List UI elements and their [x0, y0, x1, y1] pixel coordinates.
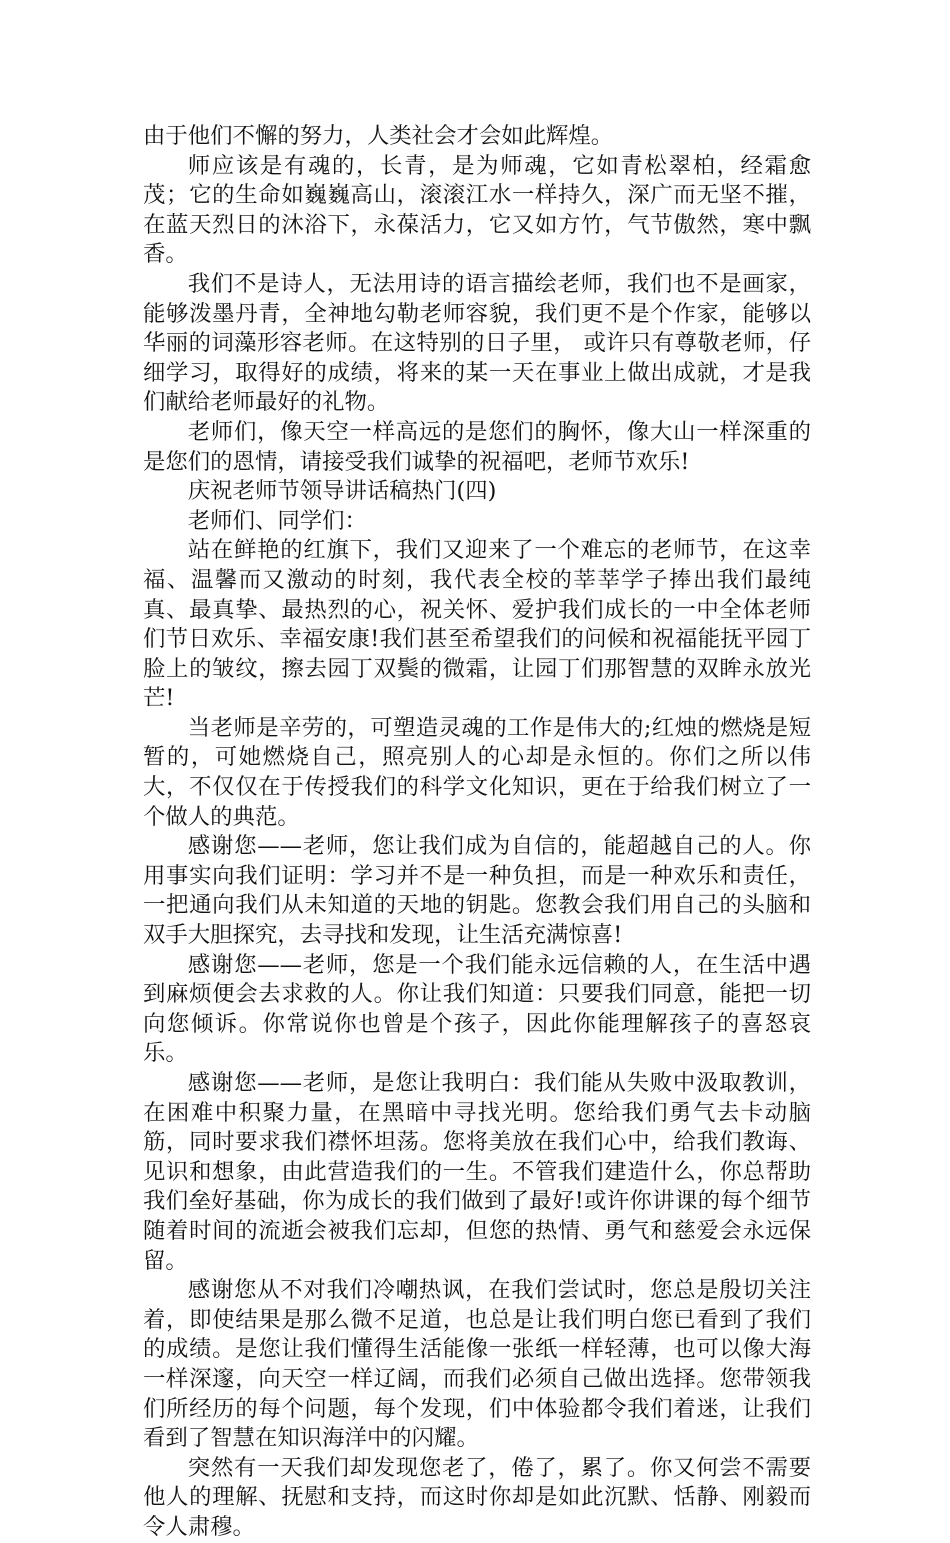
paragraph: 老师们，像天空一样高远的是您们的胸怀，像大山一样深重的是您们的恩情，请接受我们诚挚的祝福吧，老师节欢乐!	[143, 418, 811, 475]
paragraph: 当老师是辛劳的，可塑造灵魂的工作是伟大的;红烛的燃烧是短暂的，可她燃烧自己，照亮别人的心却是永恒的。你们之所以伟大，不仅仅在于传授我们的科学文化知识，更在于给我们树立了一个做人的典范。	[143, 714, 811, 830]
paragraph: 感谢您——老师，您让我们成为自信的，能超越自己的人。你用事实向我们证明：学习并不是一种负担，而是一种欢乐和责任，一把通向我们从未知道的天地的钥匙。您教会我们用自己的头脑和双手大胆探究，去寻找和发现，让生活充满惊喜!	[143, 833, 811, 949]
paragraph: 师应该是有魂的，长青，是为师魂，它如青松翠柏，经霜愈茂；它的生命如巍巍高山，滚滚江水一样持久，深广而无坚不摧，在蓝天烈日的沐浴下，永葆活力，它又如方竹，气节傲然，寒中飘香。	[143, 152, 811, 268]
paragraph: 我们不是诗人，无法用诗的语言描绘老师，我们也不是画家，能够泼墨丹青，全神地勾勒老师容貌，我们更不是个作家，能够以华丽的词藻形容老师。在这特别的日子里， 或许只有尊敬老师，仔细学习，取得好的成绩，将来的某一天在事业上做出成就，才是我们献给老师最好的礼物。	[143, 270, 811, 416]
paragraph: 感谢您——老师，是您让我明白：我们能从失败中汲取教训，在困难中积聚力量，在黑暗中寻找光明。您给我们勇气去卡动脑筋，同时要求我们襟怀坦荡。您将美放在我们心中，给我们教诲、见识和想象，由此营造我们的一生。不管我们建造什么，你总帮助我们垒好基础，你为成长的我们做到了最好!或许你讲课的每个细节随着时间的流逝会被我们忘却，但您的热情、勇气和慈爱会永远保留。	[143, 1070, 811, 1274]
salutation: 老师们、同学们：	[187, 507, 367, 534]
paragraph: 由于他们不懈的努力，人类社会才会如此辉煌。	[143, 123, 614, 149]
section-heading: 庆祝老师节领导讲话稿热门(四)	[187, 478, 497, 505]
paragraph: 站在鲜艳的红旗下，我们又迎来了一个难忘的老师节，在这幸福、温馨而又激动的时刻，我代表全校的莘莘学子捧出我们最纯真、最真挚、最热烈的心，祝关怀、爱护我们成长的一中全体老师们节日欢乐、幸福安康!我们甚至希望我们的问候和祝福能抚平园丁脸上的皱纹，擦去园丁双鬓的微霜，让园丁们那智慧的双眸永放光芒!	[143, 537, 811, 712]
document-body	[143, 122, 811, 1543]
paragraph: 突然有一天我们却发现您老了，倦了，累了。你又何尝不需要他人的理解、抚慰和支持，而这时你却是如此沉默、恬静、刚毅而令人肃穆。	[143, 1454, 811, 1540]
paragraph: 感谢您从不对我们冷嘲热讽，在我们尝试时，您总是殷切关注着，即使结果是那么微不足道，也总是让我们明白您已看到了我们的成绩。是您让我们懂得生活能像一张纸一样轻薄，也可以像大海一样深邃，向天空一样辽阔，而我们必须自己做出选择。您带领我们所经历的每个问题，每个发现，们中体验都令我们着迷，让我们看到了智慧在知识海洋中的闪耀。	[143, 1277, 811, 1452]
paragraph: 感谢您——老师，您是一个我们能永远信赖的人，在生活中遇到麻烦便会去求救的人。你让我们知道：只要我们同意，能把一切向您倾诉。你常说你也曾是个孩子，因此你能理解孩子的喜怒哀乐。	[143, 951, 811, 1067]
